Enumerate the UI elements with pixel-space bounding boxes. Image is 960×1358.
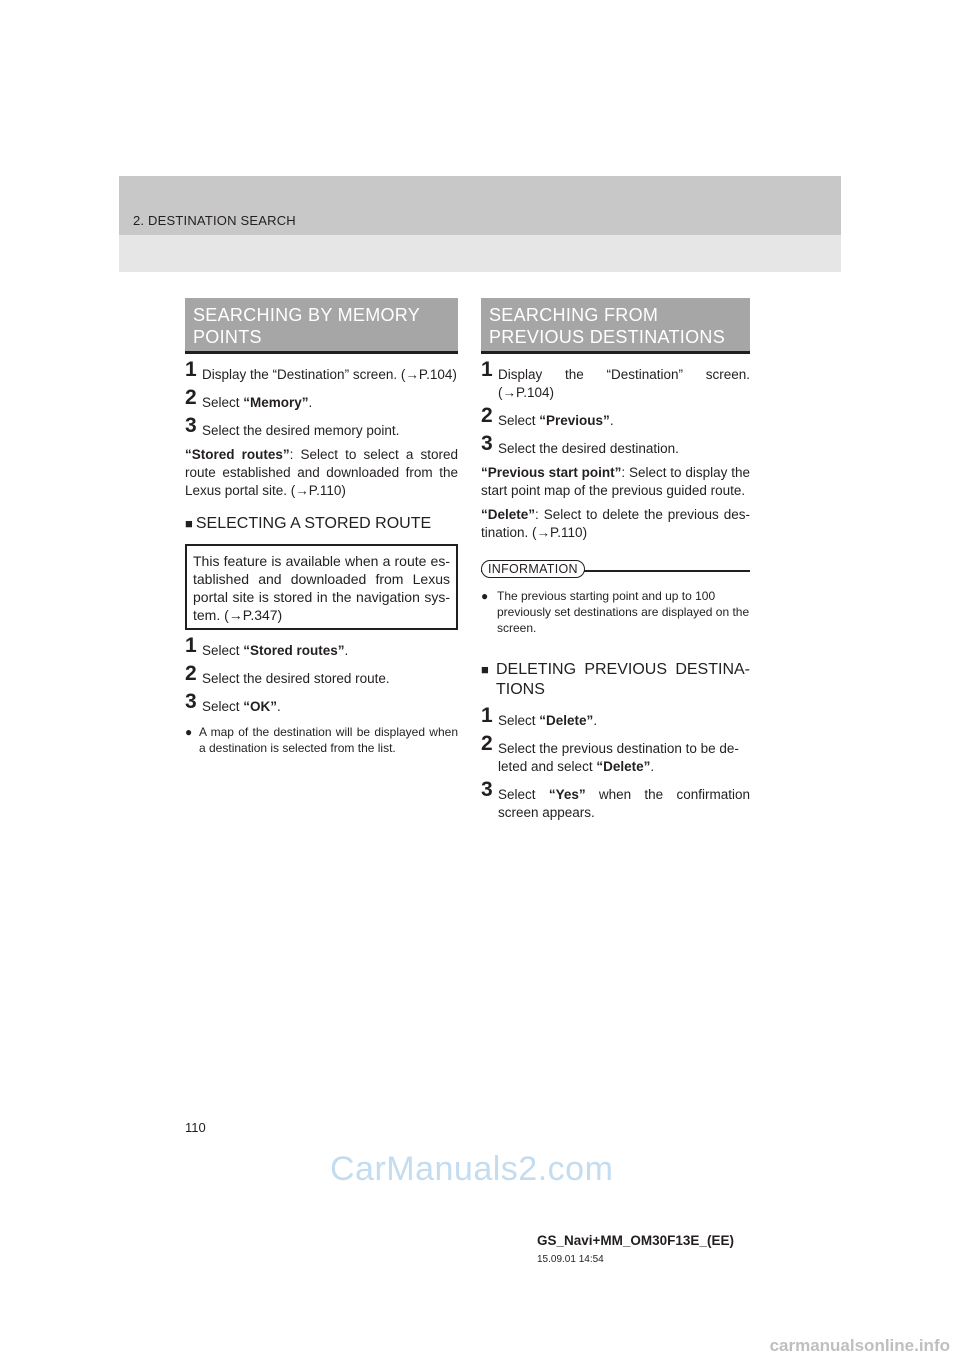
delete-step-2: [481, 732, 750, 776]
delete-step-1: [481, 704, 750, 730]
step-number: 2: [481, 732, 493, 755]
step-text: .: [308, 395, 313, 410]
step-text: Select the desired destination.: [498, 441, 679, 456]
delete-label: “Delete”: [481, 507, 536, 522]
section-label: 2. DESTINATION SEARCH: [133, 213, 296, 228]
information-block: [481, 542, 750, 636]
square-bullet-icon: ■: [481, 662, 489, 677]
step-number: 1: [481, 704, 493, 727]
subhead-text: DELETING PREVIOUS DESTINA-TIONS: [496, 661, 750, 698]
stored-routes-description: [185, 446, 458, 500]
bottom-watermark-text: carmanualsonline.info: [769, 1336, 950, 1355]
information-text: The previous starting point and up to 100 previously set destinations are displayed on the screen.: [497, 589, 750, 635]
watermark-carmanuals2: CarManuals2.com: [330, 1150, 614, 1188]
step-number: 3: [185, 414, 197, 437]
description-text: : Select to display the start point map of the previous guided route.: [481, 465, 750, 498]
step-text: Select: [202, 395, 244, 410]
step-number: 3: [481, 432, 493, 455]
step-2: [481, 404, 750, 430]
step-number: 3: [185, 690, 197, 713]
step-1: [185, 358, 458, 384]
subhead-selecting-stored-route: [185, 514, 458, 534]
step-text: Select: [498, 413, 540, 428]
step-number: 2: [481, 404, 493, 427]
section-title-memory-points: [185, 298, 458, 354]
memory-option-label: “Memory”: [243, 395, 309, 410]
step-number: 3: [481, 778, 493, 801]
step-2: [185, 386, 458, 412]
step-text: .: [277, 699, 281, 714]
stored-step-1: [185, 634, 458, 660]
bullet-dot-icon: ●: [481, 589, 489, 603]
delete-description: [481, 506, 750, 542]
step-number: 1: [481, 358, 493, 381]
step-3: [481, 432, 750, 458]
delete-option-label: “Delete”: [596, 759, 651, 774]
stored-step-3: [185, 690, 458, 716]
document-id: GS_Navi+MM_OM30F13E_(EE): [537, 1233, 734, 1248]
step-text: .: [344, 643, 349, 658]
bullet-dot-icon: ●: [185, 725, 193, 739]
step-text: Select: [498, 713, 540, 728]
subhead-text: SELECTING A STORED ROUTE: [195, 515, 432, 532]
delete-step-3: [481, 778, 750, 822]
information-label: INFORMATION: [481, 560, 585, 578]
step-text: Select the desired memory point.: [202, 423, 400, 438]
header-top-bar: [119, 176, 841, 235]
delete-option-label: “Delete”: [539, 713, 594, 728]
information-bullet: [481, 588, 750, 636]
document-date: 15.09.01 14:54: [537, 1254, 604, 1265]
description-text: : Select to delete the previous des-tination. (→P.110): [481, 507, 750, 540]
title-line-1: SEARCHING FROM: [489, 305, 659, 325]
previous-start-point-label: “Previous start point”: [481, 465, 622, 480]
title-line-2: PREVIOUS DESTINATIONS: [489, 327, 726, 347]
previous-option-label: “Previous”: [539, 413, 610, 428]
step-text: Display the “Destination” screen. (→P.104): [498, 367, 750, 400]
step-number: 1: [185, 358, 197, 381]
previous-start-point-description: [481, 464, 750, 500]
title-line-2: POINTS: [193, 327, 262, 347]
step-text: Select the previous destination to be de-leted and select: [498, 741, 739, 774]
step-text: .: [609, 413, 614, 428]
left-column: [185, 298, 458, 756]
stored-routes-option-label: “Stored routes”: [243, 643, 345, 658]
description-text: : Select to select a stored route established and downloaded from the Lexus portal site. (→P.110): [185, 447, 458, 498]
ok-option-label: “OK”: [243, 699, 278, 714]
step-number: 1: [185, 634, 197, 657]
bottom-watermark-bar: [0, 1332, 960, 1358]
step-text: Select: [498, 787, 549, 802]
header-band: [119, 176, 841, 272]
step-text: Select: [202, 699, 244, 714]
step-text: .: [650, 759, 655, 774]
subhead-deleting-previous-destinations: [481, 660, 750, 700]
section-title-previous-destinations: [481, 298, 750, 354]
stored-routes-label: “Stored routes”: [185, 447, 290, 462]
square-bullet-icon: ■: [185, 516, 193, 531]
title-line-1: SEARCHING BY MEMORY: [193, 305, 421, 325]
feature-availability-box: This feature is available when a route es-tablished and downloaded from Lexus portal site is stored in the navigation sys-tem. (→P.347): [185, 544, 458, 630]
right-column: [481, 298, 750, 822]
step-text: when the confirmation screen appears.: [498, 787, 750, 820]
step-text: Select: [202, 643, 244, 658]
map-display-note: [185, 724, 458, 756]
stored-step-2: [185, 662, 458, 688]
page-number: 110: [185, 1120, 206, 1135]
step-1: [481, 358, 750, 402]
step-text: Select the desired stored route.: [202, 671, 390, 686]
note-text: A map of the destination will be displayed when a destination is selected from the list.: [199, 725, 458, 755]
yes-option-label: “Yes”: [548, 787, 586, 802]
step-text: Display the “Destination” screen. (→P.104): [202, 367, 457, 382]
step-3: [185, 414, 458, 440]
step-number: 2: [185, 662, 197, 685]
step-text: .: [593, 713, 598, 728]
step-number: 2: [185, 386, 197, 409]
